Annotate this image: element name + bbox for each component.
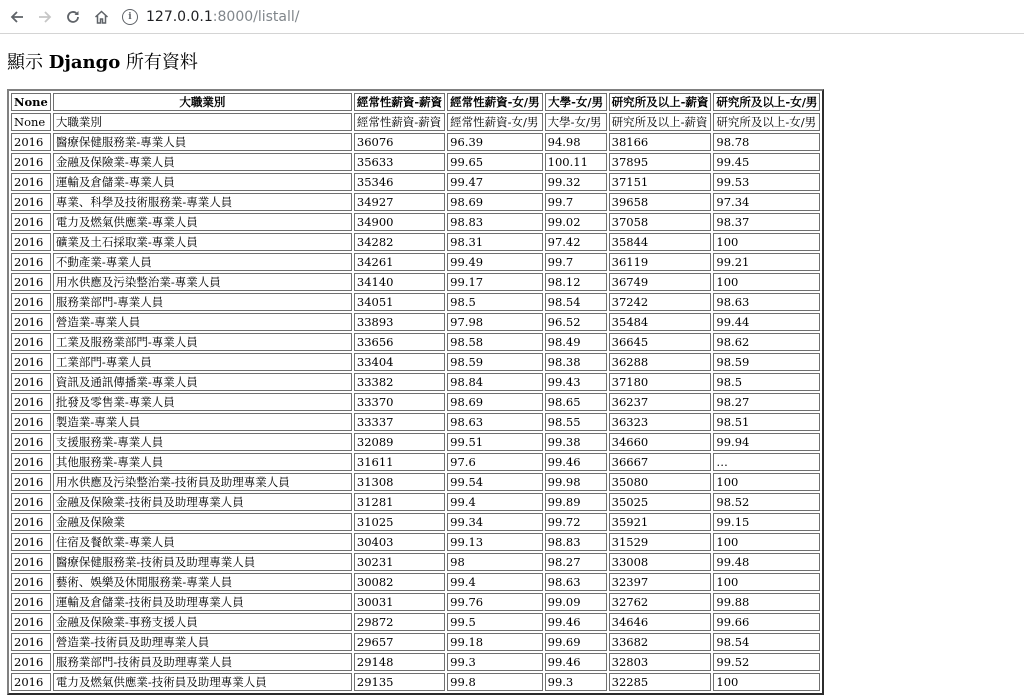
table-cell: 98.59 bbox=[713, 353, 820, 371]
table-cell: 金融及保險業-技術員及助理專業人員 bbox=[53, 493, 352, 511]
table-cell: 32285 bbox=[609, 673, 712, 691]
column-header: 大學-女/男 bbox=[545, 93, 607, 111]
table-cell: 用水供應及污染整治業-技術員及助理專業人員 bbox=[53, 473, 352, 491]
table-cell: 99.3 bbox=[545, 673, 607, 691]
table-cell: 99.44 bbox=[713, 313, 820, 331]
table-cell: 2016 bbox=[11, 333, 51, 351]
table-cell: 30082 bbox=[354, 573, 445, 591]
table-cell: 35633 bbox=[354, 153, 445, 171]
reload-glyph bbox=[66, 10, 80, 24]
table-cell: 34140 bbox=[354, 273, 445, 291]
table-row bbox=[11, 473, 820, 491]
table-cell: 金融及保險業 bbox=[53, 513, 352, 531]
table-cell: 38166 bbox=[609, 133, 712, 151]
table-cell: 33404 bbox=[354, 353, 445, 371]
table-cell: 36237 bbox=[609, 393, 712, 411]
table-row bbox=[11, 513, 820, 531]
table-cell: 99.21 bbox=[713, 253, 820, 271]
table-cell: 99.32 bbox=[545, 173, 607, 191]
reload-icon[interactable] bbox=[62, 6, 84, 28]
table-cell: 34282 bbox=[354, 233, 445, 251]
table-cell: 99.43 bbox=[545, 373, 607, 391]
table-cell: 100 bbox=[713, 533, 820, 551]
table-row bbox=[11, 113, 820, 131]
table-row bbox=[11, 433, 820, 451]
table-body bbox=[11, 113, 820, 691]
table-cell: 2016 bbox=[11, 593, 51, 611]
table-cell: 99.52 bbox=[713, 653, 820, 671]
table-row bbox=[11, 333, 820, 351]
table-cell: 礦業及土石採取業-專業人員 bbox=[53, 233, 352, 251]
table-cell: 37151 bbox=[609, 173, 712, 191]
table-row bbox=[11, 553, 820, 571]
table-cell: 34660 bbox=[609, 433, 712, 451]
table-cell: 住宿及餐飲業-專業人員 bbox=[53, 533, 352, 551]
table-cell: 34261 bbox=[354, 253, 445, 271]
table-cell: 2016 bbox=[11, 553, 51, 571]
table-cell: 33656 bbox=[354, 333, 445, 351]
table-cell: 32762 bbox=[609, 593, 712, 611]
table-cell: 98.5 bbox=[713, 373, 820, 391]
table-cell: 99.15 bbox=[713, 513, 820, 531]
table-cell: 2016 bbox=[11, 273, 51, 291]
table-cell: 98.63 bbox=[545, 573, 607, 591]
table-cell: 37895 bbox=[609, 153, 712, 171]
table-cell: 36749 bbox=[609, 273, 712, 291]
page-title-prefix: 顯示 bbox=[7, 52, 49, 73]
table-row bbox=[11, 413, 820, 431]
table-cell: … bbox=[713, 453, 820, 471]
table-cell: 33682 bbox=[609, 633, 712, 651]
table-cell: 99.66 bbox=[713, 613, 820, 631]
column-header: 研究所及以上-女/男 bbox=[713, 93, 820, 111]
table-cell: 大職業別 bbox=[53, 113, 352, 131]
table-cell: 36323 bbox=[609, 413, 712, 431]
table-cell: 其他服務業-專業人員 bbox=[53, 453, 352, 471]
table-cell: 100 bbox=[713, 273, 820, 291]
table-cell: 34051 bbox=[354, 293, 445, 311]
table-cell: 29657 bbox=[354, 633, 445, 651]
table-cell: 98.59 bbox=[447, 353, 542, 371]
table-cell: 35484 bbox=[609, 313, 712, 331]
table-cell: 2016 bbox=[11, 153, 51, 171]
address-bar[interactable] bbox=[122, 4, 1022, 30]
table-cell: 100.11 bbox=[545, 153, 607, 171]
table-cell: 33382 bbox=[354, 373, 445, 391]
table-cell: 2016 bbox=[11, 313, 51, 331]
table-cell: 醫療保健服務業-技術員及助理專業人員 bbox=[53, 553, 352, 571]
table-cell: 用水供應及污染整治業-專業人員 bbox=[53, 273, 352, 291]
table-cell: 99.51 bbox=[447, 433, 542, 451]
table-cell: 2016 bbox=[11, 213, 51, 231]
table-cell: 99.46 bbox=[545, 453, 607, 471]
page-content bbox=[0, 48, 1024, 695]
table-cell: 30031 bbox=[354, 593, 445, 611]
column-header: 經常性薪資-女/男 bbox=[447, 93, 542, 111]
table-row bbox=[11, 253, 820, 271]
table-cell: 29872 bbox=[354, 613, 445, 631]
table-cell: 2016 bbox=[11, 413, 51, 431]
table-cell: 2016 bbox=[11, 253, 51, 271]
forward-arrow-icon[interactable] bbox=[34, 6, 56, 28]
table-cell: 99.72 bbox=[545, 513, 607, 531]
table-row bbox=[11, 373, 820, 391]
table-cell: 2016 bbox=[11, 373, 51, 391]
table-cell: 31611 bbox=[354, 453, 445, 471]
table-cell: 支援服務業-專業人員 bbox=[53, 433, 352, 451]
url-path: :8000/listall/ bbox=[212, 8, 300, 25]
table-cell: 98.78 bbox=[713, 133, 820, 151]
table-cell: 2016 bbox=[11, 673, 51, 691]
table-cell: 資訊及通訊傳播業-專業人員 bbox=[53, 373, 352, 391]
page-title-bold: Django bbox=[48, 52, 121, 73]
table-row bbox=[11, 533, 820, 551]
table-cell: 2016 bbox=[11, 573, 51, 591]
table-cell: 99.5 bbox=[447, 613, 542, 631]
table-cell: 99.7 bbox=[545, 193, 607, 211]
table-cell: 2016 bbox=[11, 233, 51, 251]
table-cell: 2016 bbox=[11, 293, 51, 311]
table-cell: 34646 bbox=[609, 613, 712, 631]
table-cell: 製造業-專業人員 bbox=[53, 413, 352, 431]
table-cell: 2016 bbox=[11, 533, 51, 551]
table-cell: 2016 bbox=[11, 393, 51, 411]
table-cell: 35844 bbox=[609, 233, 712, 251]
home-glyph bbox=[94, 10, 109, 24]
table-cell: 金融及保險業-事務支援人員 bbox=[53, 613, 352, 631]
table-cell: 98.58 bbox=[447, 333, 542, 351]
table-cell: 34900 bbox=[354, 213, 445, 231]
table-cell: 98.27 bbox=[713, 393, 820, 411]
table-cell: 經常性薪資-女/男 bbox=[447, 113, 542, 131]
table-cell: 32803 bbox=[609, 653, 712, 671]
table-header-row bbox=[11, 93, 820, 111]
table-cell: 2016 bbox=[11, 193, 51, 211]
table-cell: 39658 bbox=[609, 193, 712, 211]
table-cell: 31025 bbox=[354, 513, 445, 531]
table-row bbox=[11, 633, 820, 651]
table-cell: 工業及服務業部門-專業人員 bbox=[53, 333, 352, 351]
table-cell: 98.65 bbox=[545, 393, 607, 411]
table-cell: 營造業-技術員及助理專業人員 bbox=[53, 633, 352, 651]
table-row bbox=[11, 193, 820, 211]
table-row bbox=[11, 313, 820, 331]
table-cell: 98.51 bbox=[713, 413, 820, 431]
back-arrow-glyph bbox=[10, 10, 24, 24]
table-cell: 運輸及倉儲業-專業人員 bbox=[53, 173, 352, 191]
table-cell: 34927 bbox=[354, 193, 445, 211]
table-cell: 97.42 bbox=[545, 233, 607, 251]
table-cell: 大學-女/男 bbox=[545, 113, 607, 131]
table-cell: 99.88 bbox=[713, 593, 820, 611]
table-cell: 98.83 bbox=[447, 213, 542, 231]
table-cell: 96.52 bbox=[545, 313, 607, 331]
table-cell: 2016 bbox=[11, 513, 51, 531]
page-title-suffix: 所有資料 bbox=[120, 52, 198, 73]
table-cell: 97.34 bbox=[713, 193, 820, 211]
table-cell: 29148 bbox=[354, 653, 445, 671]
table-cell: 98.37 bbox=[713, 213, 820, 231]
table-cell: 98.27 bbox=[545, 553, 607, 571]
data-table bbox=[7, 89, 824, 695]
table-cell: 98.52 bbox=[713, 493, 820, 511]
table-cell: 99.98 bbox=[545, 473, 607, 491]
table-row bbox=[11, 353, 820, 371]
table-cell: 100 bbox=[713, 673, 820, 691]
table-cell: 100 bbox=[713, 573, 820, 591]
table-cell: 99.18 bbox=[447, 633, 542, 651]
table-cell: 2016 bbox=[11, 653, 51, 671]
table-cell: 100 bbox=[713, 473, 820, 491]
table-cell: 97.6 bbox=[447, 453, 542, 471]
table-cell: 98.63 bbox=[447, 413, 542, 431]
table-cell: 2016 bbox=[11, 133, 51, 151]
table-cell: 2016 bbox=[11, 353, 51, 371]
table-cell: 35921 bbox=[609, 513, 712, 531]
table-row bbox=[11, 613, 820, 631]
table-cell: 經常性薪資-薪資 bbox=[354, 113, 445, 131]
table-cell: 99.47 bbox=[447, 173, 542, 191]
table-cell: 99.46 bbox=[545, 653, 607, 671]
table-cell: 94.98 bbox=[545, 133, 607, 151]
table-cell: 37058 bbox=[609, 213, 712, 231]
column-header: None bbox=[11, 93, 51, 111]
table-cell: 批發及零售業-專業人員 bbox=[53, 393, 352, 411]
table-cell: 30403 bbox=[354, 533, 445, 551]
table-cell: 99.4 bbox=[447, 493, 542, 511]
table-cell: 2016 bbox=[11, 473, 51, 491]
home-icon[interactable] bbox=[90, 6, 112, 28]
table-cell: 33370 bbox=[354, 393, 445, 411]
column-header: 研究所及以上-薪資 bbox=[609, 93, 712, 111]
table-cell: 藝術、娛樂及休閒服務業-專業人員 bbox=[53, 573, 352, 591]
table-cell: 99.53 bbox=[713, 173, 820, 191]
table-cell: None bbox=[11, 113, 51, 131]
table-cell: 2016 bbox=[11, 453, 51, 471]
table-row bbox=[11, 393, 820, 411]
table-cell: 98.31 bbox=[447, 233, 542, 251]
table-cell: 電力及燃氣供應業-專業人員 bbox=[53, 213, 352, 231]
table-cell: 32089 bbox=[354, 433, 445, 451]
table-cell: 專業、科學及技術服務業-專業人員 bbox=[53, 193, 352, 211]
table-cell: 98.84 bbox=[447, 373, 542, 391]
info-icon[interactable]: i bbox=[122, 9, 138, 25]
page-title bbox=[7, 48, 1024, 74]
table-cell: 29135 bbox=[354, 673, 445, 691]
table-cell: 98.62 bbox=[713, 333, 820, 351]
table-cell: 98.54 bbox=[545, 293, 607, 311]
table-cell: 99.69 bbox=[545, 633, 607, 651]
table-cell: 99.94 bbox=[713, 433, 820, 451]
table-cell: 99.48 bbox=[713, 553, 820, 571]
table-row bbox=[11, 453, 820, 471]
table-cell: 96.39 bbox=[447, 133, 542, 151]
table-cell: 99.02 bbox=[545, 213, 607, 231]
table-cell: 36076 bbox=[354, 133, 445, 151]
table-row bbox=[11, 653, 820, 671]
table-cell: 98.69 bbox=[447, 393, 542, 411]
table-cell: 99.89 bbox=[545, 493, 607, 511]
forward-arrow-glyph bbox=[38, 10, 52, 24]
table-row bbox=[11, 233, 820, 251]
table-cell: 營造業-專業人員 bbox=[53, 313, 352, 331]
table-cell: 研究所及以上-薪資 bbox=[609, 113, 712, 131]
table-cell: 37242 bbox=[609, 293, 712, 311]
table-cell: 服務業部門-專業人員 bbox=[53, 293, 352, 311]
table-cell: 35080 bbox=[609, 473, 712, 491]
table-cell: 99.38 bbox=[545, 433, 607, 451]
table-cell: 99.46 bbox=[545, 613, 607, 631]
table-cell: 30231 bbox=[354, 553, 445, 571]
column-header: 大職業別 bbox=[53, 93, 352, 111]
table-cell: 37180 bbox=[609, 373, 712, 391]
table-cell: 2016 bbox=[11, 613, 51, 631]
table-cell: 31308 bbox=[354, 473, 445, 491]
table-cell: 36119 bbox=[609, 253, 712, 271]
table-cell: 2016 bbox=[11, 433, 51, 451]
table-cell: 36288 bbox=[609, 353, 712, 371]
table-row bbox=[11, 213, 820, 231]
table-cell: 99.4 bbox=[447, 573, 542, 591]
table-cell: 31529 bbox=[609, 533, 712, 551]
table-cell: 99.09 bbox=[545, 593, 607, 611]
table-cell: 研究所及以上-女/男 bbox=[713, 113, 820, 131]
table-row bbox=[11, 293, 820, 311]
column-header: 經常性薪資-薪資 bbox=[354, 93, 445, 111]
table-cell: 100 bbox=[713, 233, 820, 251]
table-cell: 36645 bbox=[609, 333, 712, 351]
table-row bbox=[11, 173, 820, 191]
table-cell: 99.45 bbox=[713, 153, 820, 171]
table-cell: 98.12 bbox=[545, 273, 607, 291]
table-row bbox=[11, 573, 820, 591]
table-row bbox=[11, 273, 820, 291]
table-cell: 33893 bbox=[354, 313, 445, 331]
table-row bbox=[11, 673, 820, 691]
table-cell: 99.65 bbox=[447, 153, 542, 171]
table-cell: 工業部門-專業人員 bbox=[53, 353, 352, 371]
table-cell: 35346 bbox=[354, 173, 445, 191]
table-cell: 運輸及倉儲業-技術員及助理專業人員 bbox=[53, 593, 352, 611]
table-cell: 98.38 bbox=[545, 353, 607, 371]
table-row bbox=[11, 493, 820, 511]
table-cell: 33337 bbox=[354, 413, 445, 431]
browser-toolbar bbox=[0, 0, 1024, 34]
table-cell: 金融及保險業-專業人員 bbox=[53, 153, 352, 171]
table-cell: 99.7 bbox=[545, 253, 607, 271]
table-cell: 服務業部門-技術員及助理專業人員 bbox=[53, 653, 352, 671]
table-cell: 99.13 bbox=[447, 533, 542, 551]
table-cell: 36667 bbox=[609, 453, 712, 471]
table-cell: 2016 bbox=[11, 493, 51, 511]
url-host: 127.0.0.1 bbox=[146, 8, 213, 25]
table-cell: 98 bbox=[447, 553, 542, 571]
back-arrow-icon[interactable] bbox=[6, 6, 28, 28]
table-row bbox=[11, 593, 820, 611]
table-cell: 2016 bbox=[11, 633, 51, 651]
table-cell: 99.17 bbox=[447, 273, 542, 291]
table-cell: 31281 bbox=[354, 493, 445, 511]
table-cell: 98.63 bbox=[713, 293, 820, 311]
table-cell: 98.83 bbox=[545, 533, 607, 551]
table-cell: 99.49 bbox=[447, 253, 542, 271]
table-cell: 99.76 bbox=[447, 593, 542, 611]
table-cell: 電力及燃氣供應業-技術員及助理專業人員 bbox=[53, 673, 352, 691]
table-cell: 35025 bbox=[609, 493, 712, 511]
table-cell: 醫療保健服務業-專業人員 bbox=[53, 133, 352, 151]
table-cell: 98.5 bbox=[447, 293, 542, 311]
table-row bbox=[11, 153, 820, 171]
table-cell: 99.8 bbox=[447, 673, 542, 691]
table-cell: 32397 bbox=[609, 573, 712, 591]
table-cell: 99.54 bbox=[447, 473, 542, 491]
table-cell: 98.69 bbox=[447, 193, 542, 211]
table-cell: 99.3 bbox=[447, 653, 542, 671]
table-cell: 98.55 bbox=[545, 413, 607, 431]
table-cell: 不動產業-專業人員 bbox=[53, 253, 352, 271]
table-cell: 33008 bbox=[609, 553, 712, 571]
table-cell: 97.98 bbox=[447, 313, 542, 331]
table-cell: 98.54 bbox=[713, 633, 820, 651]
table-cell: 99.34 bbox=[447, 513, 542, 531]
table-cell: 98.49 bbox=[545, 333, 607, 351]
table-row bbox=[11, 133, 820, 151]
table-cell: 2016 bbox=[11, 173, 51, 191]
